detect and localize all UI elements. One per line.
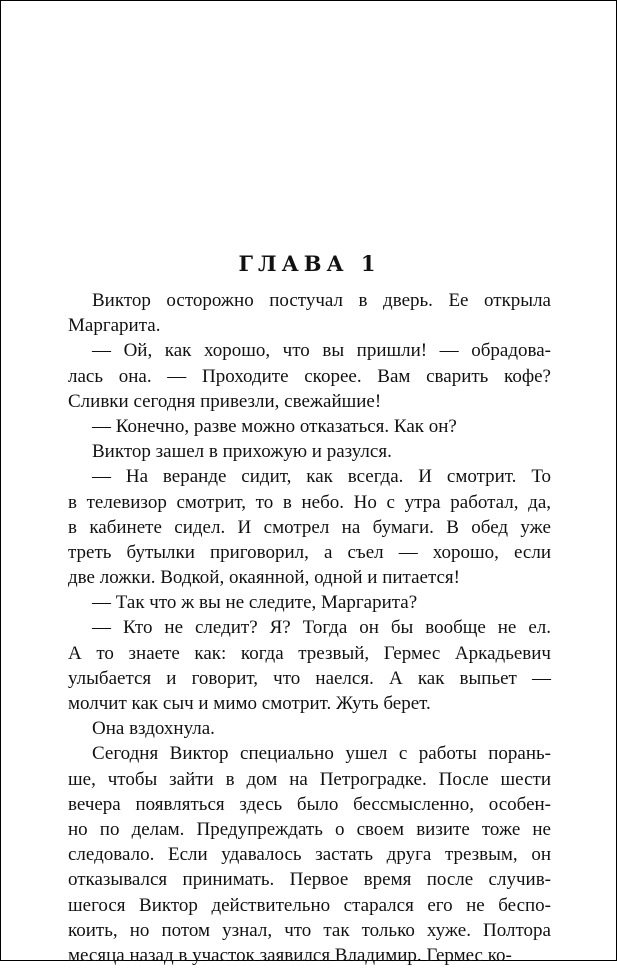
text-line: А то знаете как: когда трезвый, Гермес Аркадьевич xyxy=(68,642,551,664)
text-line: Виктор зашел в прихожую и разулся. xyxy=(92,441,392,463)
body-text xyxy=(68,288,551,968)
text-line: отказывался принимать. Первое время после случив- xyxy=(68,869,551,891)
text-line: коить, но потом узнал, что так только хуже. Полтора xyxy=(68,919,551,941)
chapter-title: ГЛАВА 1 xyxy=(238,251,381,276)
text-line: улыбается и говорит, что наелся. А как выпьет — xyxy=(68,667,551,689)
text-line: в кабинете сидел. И смотрел на бумаги. В обед уже xyxy=(68,516,551,538)
text-line: — Так что ж вы не следите, Маргарита? xyxy=(92,592,418,614)
text-line: — Кто не следит? Я? Тогда он бы вообще не ел. xyxy=(92,617,551,639)
text-line: — На веранде сидит, как всегда. И смотрит. То xyxy=(92,466,551,488)
text-line: — Ой, как хорошо, что вы пришли! — обрадова- xyxy=(92,340,551,362)
text-line: ше, чтобы зайти в дом на Петроградке. После шести xyxy=(68,768,551,790)
text-line: вечера появляться здесь было бессмысленно, особен- xyxy=(68,793,551,815)
text-line: лась она. — Проходите скорее. Вам сварить кофе? xyxy=(68,365,551,387)
text-line: Она вздохнула. xyxy=(92,718,215,740)
text-line: молчит как сыч и мимо смотрит. Жуть берет. xyxy=(68,693,431,714)
text-line: шегося Виктор действительно старался его не беспо- xyxy=(68,894,551,916)
text-line: — Конечно, разве можно отказаться. Как он? xyxy=(92,415,457,437)
text-line: две ложки. Водкой, окаянной, одной и питается! xyxy=(68,567,460,589)
text-line: в телевизор смотрит, то в небо. Но с утра работал, да, xyxy=(68,491,551,513)
text-line: Маргарита. xyxy=(68,315,161,337)
text-line: Сегодня Виктор специально ушел с работы порань- xyxy=(92,743,551,765)
text-line: месяца назад в участок заявился Владимир. Гермес ко- xyxy=(68,944,512,966)
text-line: но по делам. Предупреждать о своем визите тоже не xyxy=(68,818,551,840)
text-line: треть бутылки приговорил, а съел — хорошо, если xyxy=(68,541,551,563)
text-line: Виктор осторожно постучал в дверь. Ее открыла xyxy=(92,290,551,311)
text-line: Сливки сегодня привезли, свежайшие! xyxy=(68,390,382,412)
text-line: следовало. Если удавалось застать друга трезвым, он xyxy=(68,844,551,866)
